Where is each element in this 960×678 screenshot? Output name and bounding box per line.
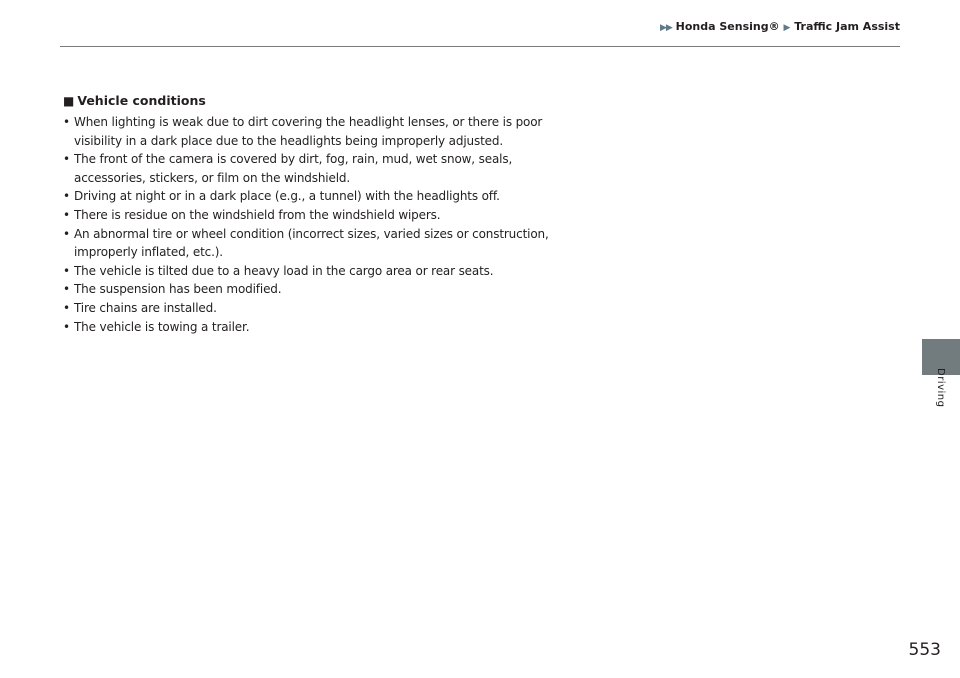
breadcrumb-item-honda-sensing[interactable]: Honda Sensing® [675, 20, 780, 33]
list-item-line: The front of the camera is covered by dirt, fog, rain, mud, wet snow, seals, [74, 152, 513, 167]
list-item [63, 262, 583, 281]
bullet-icon: • [63, 263, 70, 278]
condition-list [63, 113, 583, 336]
list-item [63, 318, 583, 337]
list-item-line: An abnormal tire or wheel condition (incorrect sizes, varied sizes or construction, [74, 226, 549, 241]
breadcrumb-arrow-icon: ▶▶ [659, 23, 672, 33]
list-item-line: When lighting is weak due to dirt covering the headlight lenses, or there is poor [74, 115, 543, 129]
list-item-line: Tire chains are installed. [74, 300, 217, 315]
chapter-label: Driving [935, 368, 946, 408]
square-bullet-icon: ■ [63, 94, 75, 108]
list-item [63, 225, 583, 262]
section-title: Vehicle conditions [77, 93, 206, 108]
list-item-line: The vehicle is towing a trailer. [74, 319, 250, 334]
list-item-line: visibility in a dark place due to the headlights being improperly adjusted. [74, 133, 504, 148]
list-item-line: The vehicle is tilted due to a heavy load in the cargo area or rear seats. [74, 263, 494, 278]
section-heading [63, 92, 583, 110]
list-item-line: There is residue on the windshield from the windshield wipers. [74, 207, 441, 222]
bullet-icon: • [63, 189, 70, 204]
list-item-line: accessories, stickers, or film on the windshield. [74, 170, 351, 185]
bullet-icon: • [63, 300, 70, 315]
list-item [63, 150, 583, 187]
page-header [60, 0, 900, 47]
list-item-line: The suspension has been modified. [74, 282, 282, 297]
list-item [63, 206, 583, 225]
breadcrumb [660, 20, 900, 33]
bullet-icon: • [63, 282, 70, 297]
bullet-icon: • [63, 115, 70, 129]
list-item [63, 187, 583, 206]
main-content [63, 92, 583, 336]
breadcrumb-item-traffic-jam-assist[interactable]: Traffic Jam Assist [794, 20, 900, 33]
list-item-line: improperly inflated, etc.). [74, 245, 223, 260]
list-item [63, 280, 583, 299]
bullet-icon: • [63, 207, 70, 222]
bullet-icon: • [63, 152, 70, 167]
list-item [63, 299, 583, 318]
list-item [63, 113, 583, 150]
bullet-icon: • [63, 319, 70, 334]
page-number: 553 [908, 640, 941, 660]
list-item-line: Driving at night or in a dark place (e.g., a tunnel) with the headlights off. [74, 189, 500, 204]
bullet-icon: • [63, 226, 70, 241]
breadcrumb-separator-icon: ▶ [783, 23, 791, 33]
